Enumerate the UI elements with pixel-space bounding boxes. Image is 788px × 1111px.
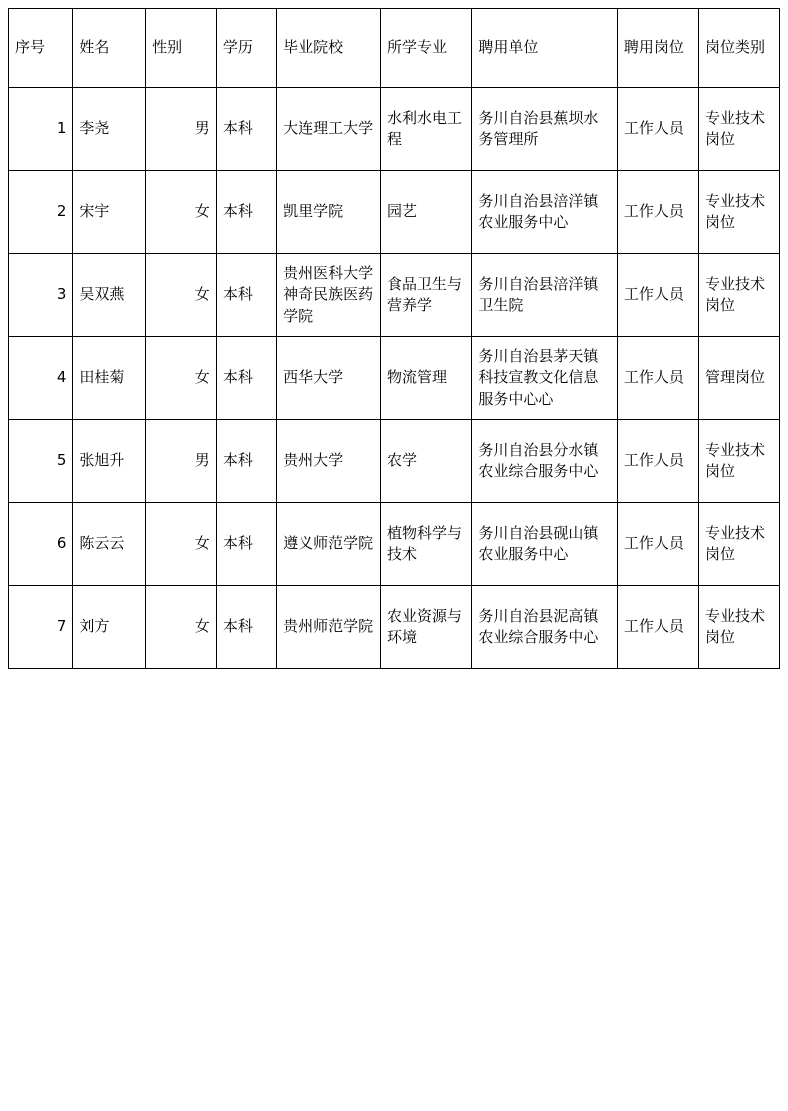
column-header-gender: 性别: [146, 9, 217, 88]
cell-unit: 务川自治县分水镇农业综合服务中心: [472, 420, 617, 503]
cell-major: 农学: [380, 420, 471, 503]
cell-seq: 3: [9, 254, 73, 337]
cell-unit: 务川自治县砚山镇农业服务中心: [472, 503, 617, 586]
cell-education: 本科: [216, 586, 276, 669]
table-row: [9, 503, 780, 586]
column-header-unit: 聘用单位: [472, 9, 617, 88]
cell-post: 工作人员: [617, 88, 698, 171]
cell-seq: 2: [9, 171, 73, 254]
cell-gender: 女: [146, 503, 217, 586]
cell-unit: 务川自治县茅天镇科技宣教文化信息服务中心心: [472, 337, 617, 420]
column-header-seq: 序号: [9, 9, 73, 88]
cell-major: 水利水电工程: [380, 88, 471, 171]
cell-post: 工作人员: [617, 337, 698, 420]
cell-name: 宋宇: [73, 171, 146, 254]
cell-name: 田桂菊: [73, 337, 146, 420]
cell-post: 工作人员: [617, 171, 698, 254]
table-row: [9, 337, 780, 420]
column-header-post-type: 岗位类别: [698, 9, 779, 88]
cell-post: 工作人员: [617, 254, 698, 337]
cell-education: 本科: [216, 254, 276, 337]
cell-school: 贵州医科大学神奇民族医药学院: [277, 254, 381, 337]
cell-post-type: 专业技术岗位: [698, 503, 779, 586]
cell-major: 园艺: [380, 171, 471, 254]
table-row: [9, 88, 780, 171]
cell-post-type: 专业技术岗位: [698, 88, 779, 171]
cell-major: 植物科学与技术: [380, 503, 471, 586]
cell-major: 食品卫生与营养学: [380, 254, 471, 337]
column-header-education: 学历: [216, 9, 276, 88]
table-row: [9, 420, 780, 503]
cell-major: 物流管理: [380, 337, 471, 420]
cell-seq: 5: [9, 420, 73, 503]
table-row: [9, 586, 780, 669]
cell-unit: 务川自治县涪洋镇卫生院: [472, 254, 617, 337]
cell-name: 陈云云: [73, 503, 146, 586]
cell-post: 工作人员: [617, 503, 698, 586]
cell-gender: 男: [146, 88, 217, 171]
cell-school: 贵州师范学院: [277, 586, 381, 669]
table-header-row: [9, 9, 780, 88]
cell-seq: 1: [9, 88, 73, 171]
cell-seq: 4: [9, 337, 73, 420]
cell-unit: 务川自治县蕉坝水务管理所: [472, 88, 617, 171]
cell-name: 刘方: [73, 586, 146, 669]
cell-major: 农业资源与环境: [380, 586, 471, 669]
cell-name: 张旭升: [73, 420, 146, 503]
employment-roster-table: [8, 8, 780, 669]
cell-school: 贵州大学: [277, 420, 381, 503]
cell-education: 本科: [216, 88, 276, 171]
cell-seq: 7: [9, 586, 73, 669]
cell-school: 遵义师范学院: [277, 503, 381, 586]
cell-education: 本科: [216, 171, 276, 254]
cell-unit: 务川自治县泥高镇农业综合服务中心: [472, 586, 617, 669]
cell-school: 西华大学: [277, 337, 381, 420]
column-header-major: 所学专业: [380, 9, 471, 88]
cell-gender: 女: [146, 171, 217, 254]
cell-gender: 女: [146, 586, 217, 669]
cell-gender: 女: [146, 254, 217, 337]
cell-education: 本科: [216, 420, 276, 503]
cell-post-type: 专业技术岗位: [698, 420, 779, 503]
cell-post-type: 专业技术岗位: [698, 171, 779, 254]
cell-unit: 务川自治县涪洋镇农业服务中心: [472, 171, 617, 254]
column-header-school: 毕业院校: [277, 9, 381, 88]
cell-post: 工作人员: [617, 586, 698, 669]
table-row: [9, 254, 780, 337]
column-header-post: 聘用岗位: [617, 9, 698, 88]
cell-seq: 6: [9, 503, 73, 586]
cell-school: 凯里学院: [277, 171, 381, 254]
cell-school: 大连理工大学: [277, 88, 381, 171]
cell-post: 工作人员: [617, 420, 698, 503]
cell-gender: 男: [146, 420, 217, 503]
cell-name: 李尧: [73, 88, 146, 171]
cell-name: 吴双燕: [73, 254, 146, 337]
table-row: [9, 171, 780, 254]
cell-gender: 女: [146, 337, 217, 420]
cell-education: 本科: [216, 337, 276, 420]
cell-post-type: 专业技术岗位: [698, 254, 779, 337]
cell-post-type: 专业技术岗位: [698, 586, 779, 669]
column-header-name: 姓名: [73, 9, 146, 88]
cell-post-type: 管理岗位: [698, 337, 779, 420]
cell-education: 本科: [216, 503, 276, 586]
